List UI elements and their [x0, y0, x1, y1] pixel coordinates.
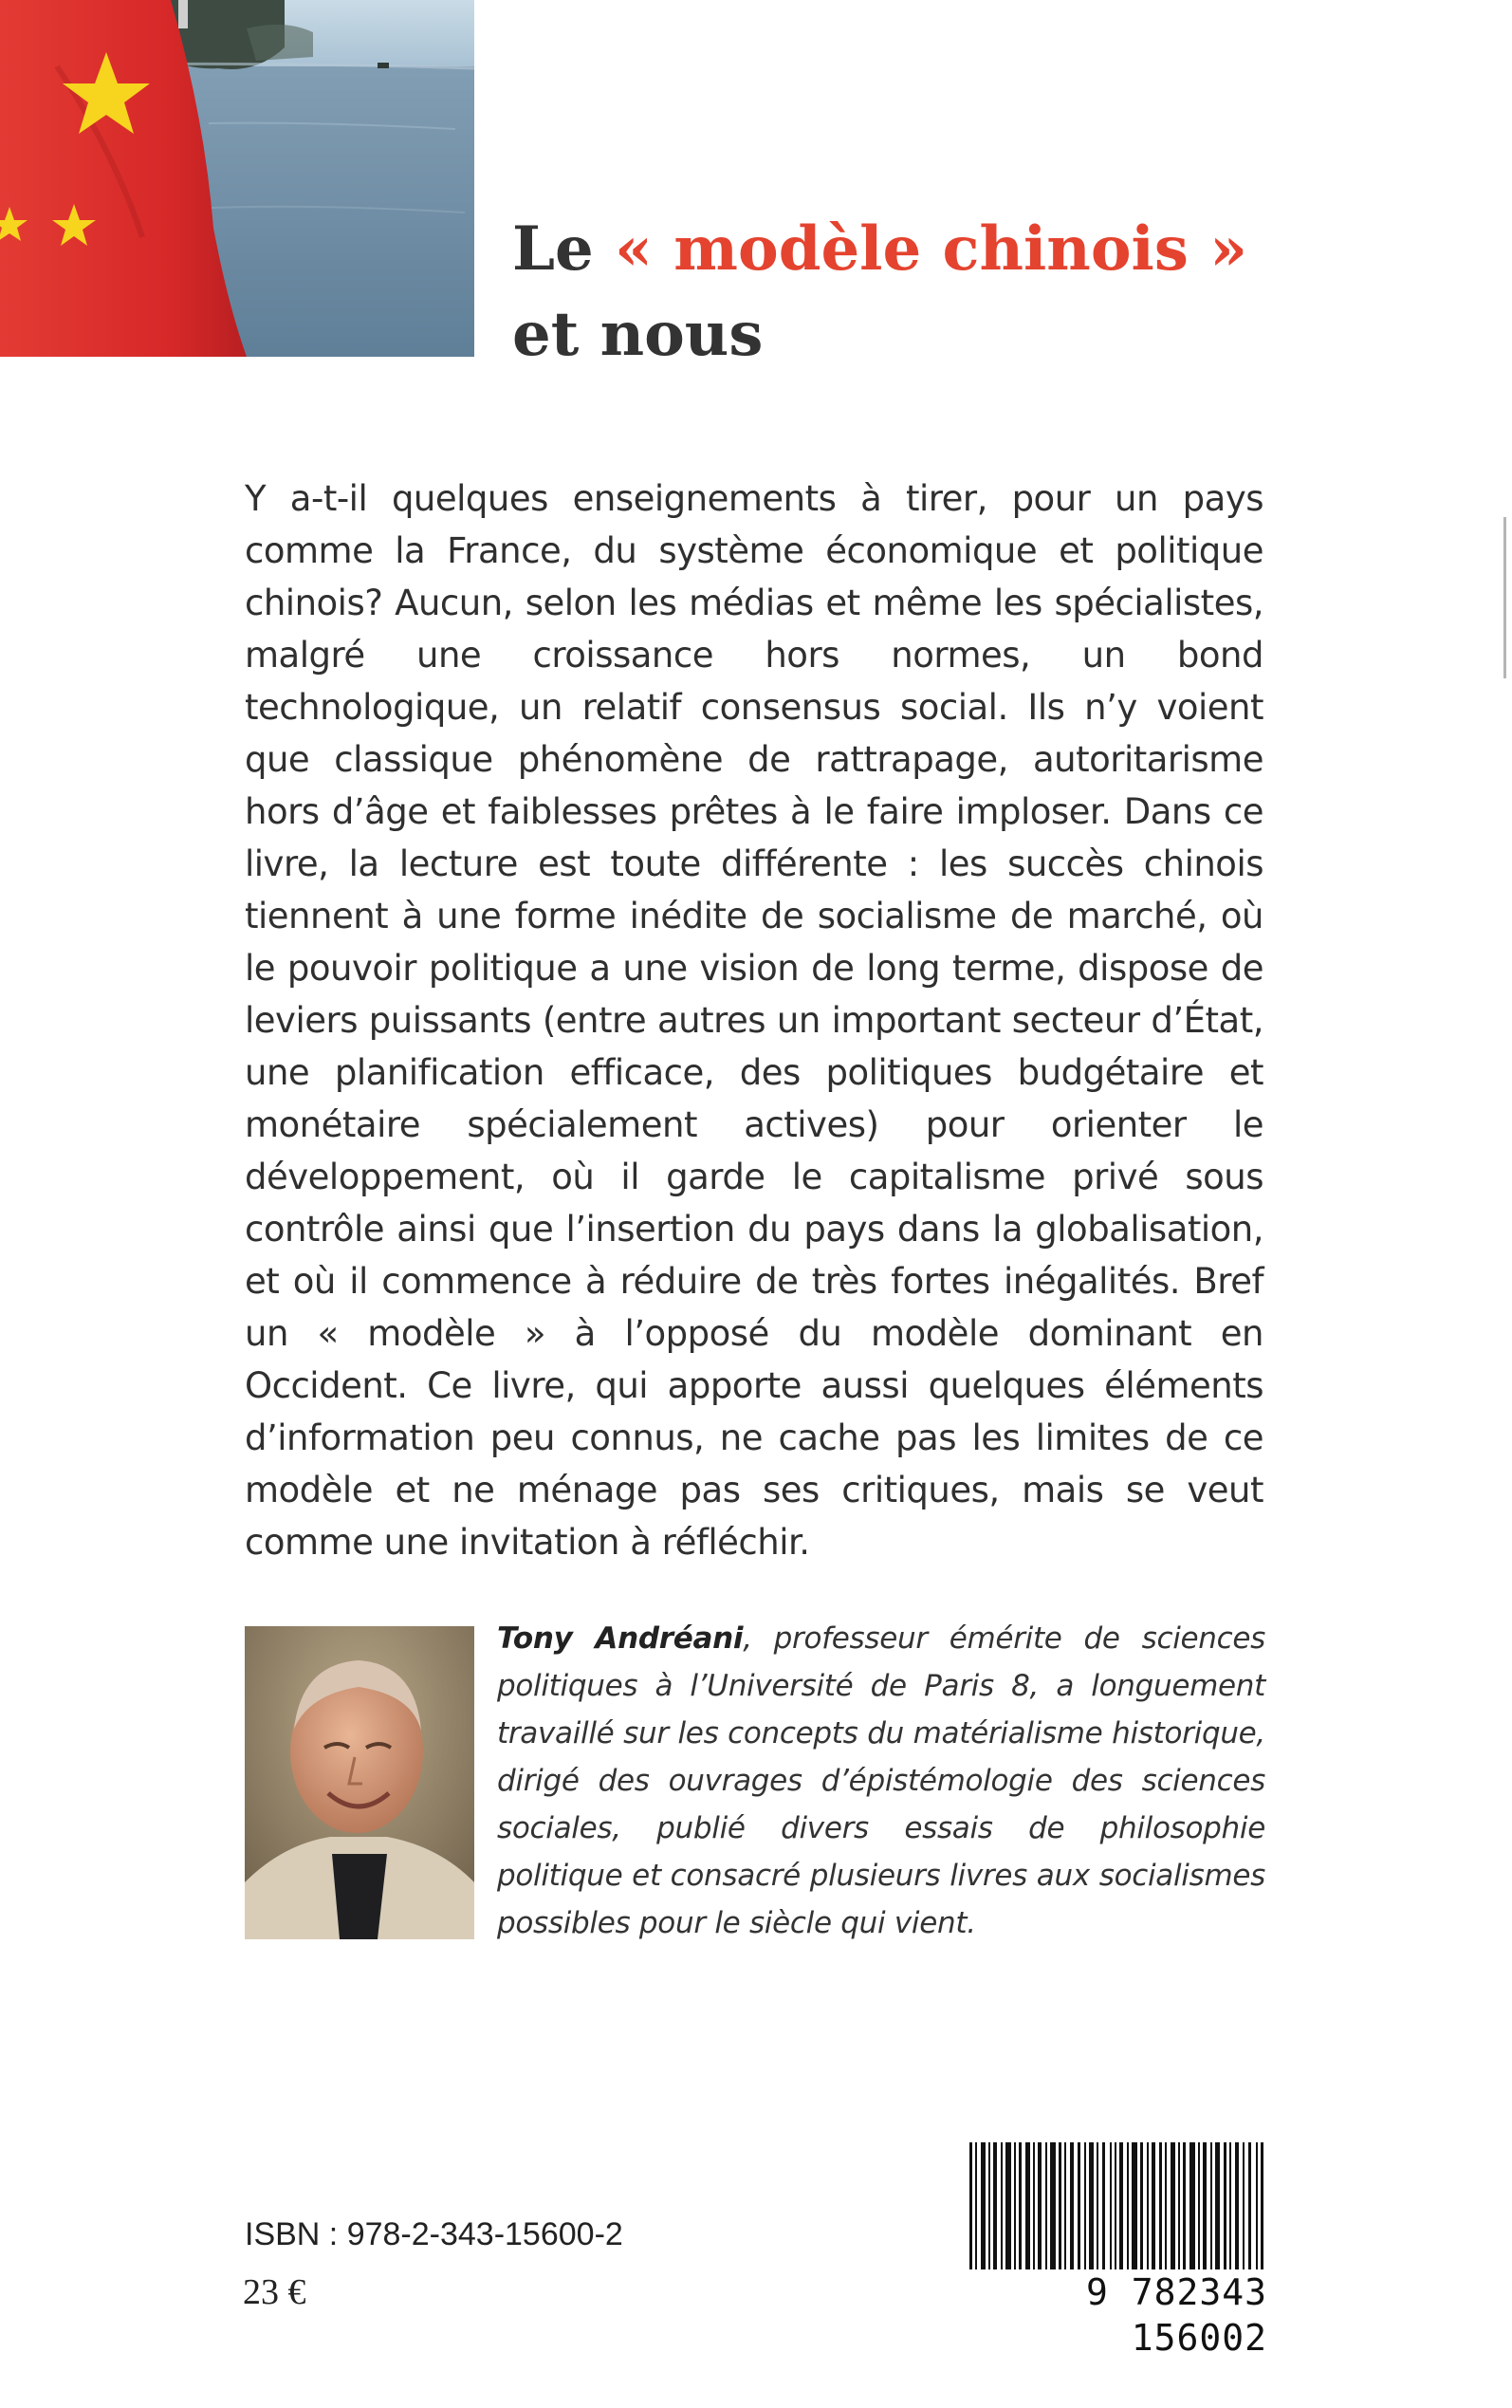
author-bio	[497, 1615, 1265, 1947]
title-prefix: Le	[512, 213, 615, 285]
barcode-digits: 9 782343 156002	[949, 2269, 1267, 2361]
book-title	[512, 207, 1328, 378]
book-blurb: Y a-t-il quelques enseignements à tirer, pour un pays comme la France, du système économique et politique chinois? Aucun, selon les médias et même les spécialistes, malgré une croissance hors normes, un bond technologique, un relatif consensus social. Ils n’y voient que classique phénomène de rattrapage, autoritarisme hors d’âge et faiblesses prêtes à le faire imploser. Dans ce livre, la lecture est toute différente : les succès chinois tiennent à une forme inédite de socialisme de marché, où le pouvoir politique a une vision de long terme, dispose de leviers puissants (entre autres un important secteur d’État, une planification efficace, des politiques budgétaire et monétaire spécialement actives) pour orienter le développement, où il garde le capitalisme privé sous contrôle ainsi que l’insertion du pays dans la globalisation, et où il commence à réduire de très fortes inégalités. Bref un « modèle » à l’opposé du modèle dominant en Occident. Ce livre, qui apporte aussi quelques éléments d’information peu connus, ne cache pas les limites de ce modèle et ne ménage pas ses critiques, mais se veut comme une invitation à réfléchir.	[245, 478, 1263, 1563]
price: 23 €	[243, 2272, 306, 2312]
author-photo	[245, 1626, 474, 1939]
author-bio-text: , professeur émérite de sciences politiques à l’Université de Paris 8, a longuement travaillé sur les concepts du matérialisme historique, dirigé des ouvrages d’épistémologie des sciences sociales, publié divers essais de philosophie politique et consacré plusieurs livres aux socialismes possibles pour le siècle qui vient.	[497, 1621, 1265, 1940]
author-name: Tony Andréani	[497, 1621, 744, 1656]
title-accent: « modèle chinois »	[615, 213, 1248, 285]
isbn: ISBN : 978-2-343-15600-2	[245, 2216, 623, 2252]
title-line-2: et nous	[512, 299, 764, 370]
edge-line	[1503, 517, 1506, 678]
cover-photo	[0, 0, 474, 357]
